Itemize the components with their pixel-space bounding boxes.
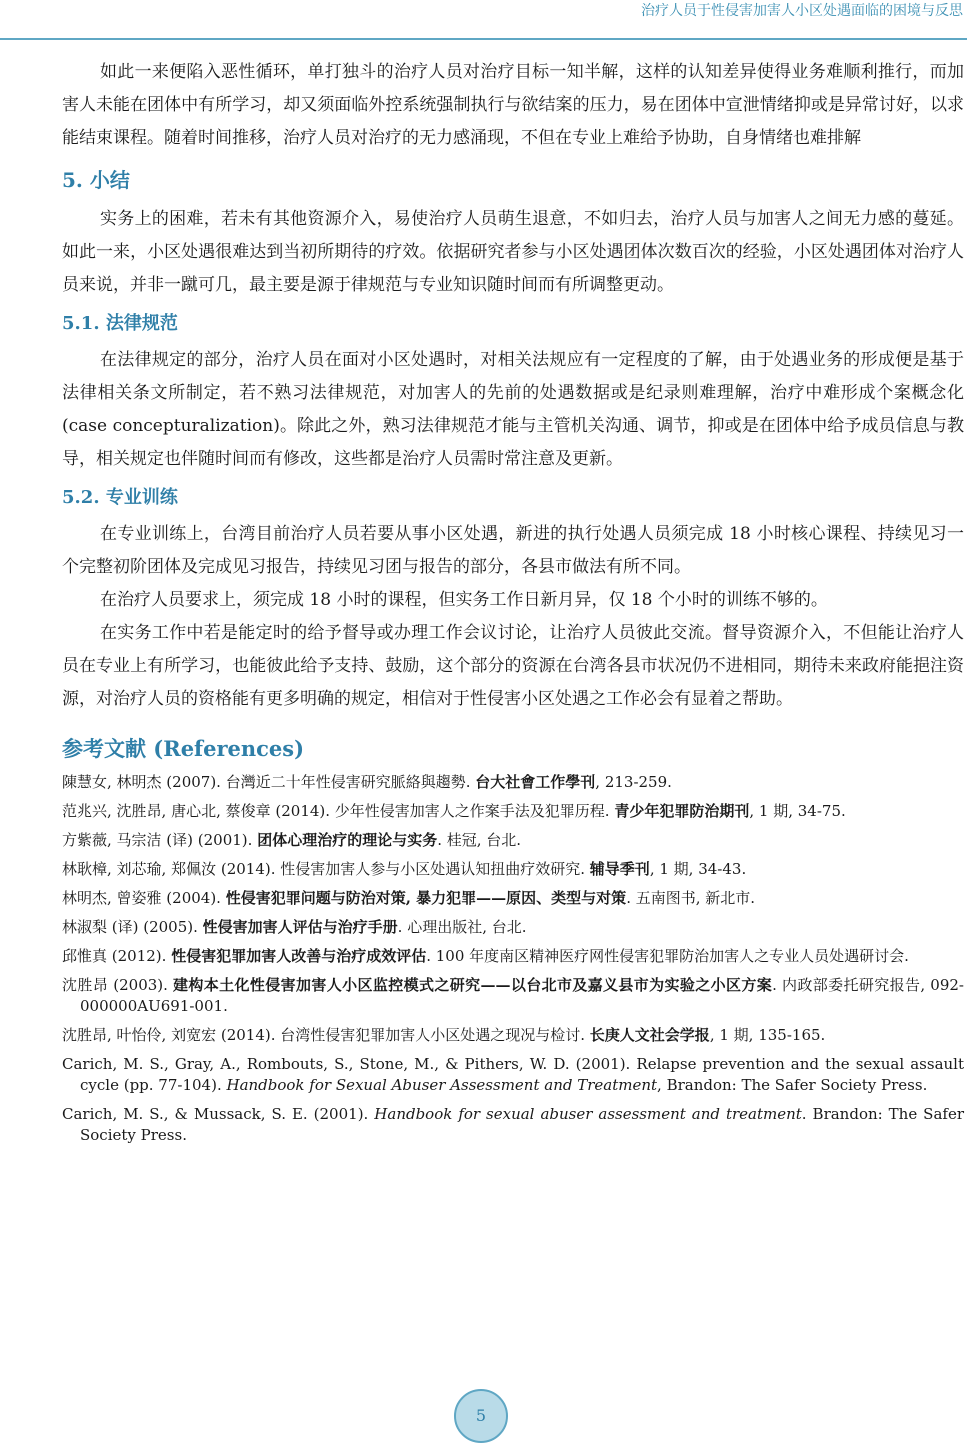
reference-source-title: Handbook for Sexual Abuser Assessment and Treatment bbox=[226, 1076, 658, 1094]
reference-item bbox=[62, 772, 964, 793]
reference-text: 陳慧女, 林明杰 (2007). 台灣近二十年性侵害研究脈絡與趨勢. bbox=[62, 773, 476, 791]
section-5-2-paragraph-1: 在专业训练上，台湾目前治疗人员若要从事小区处遇，新进的执行处遇人员须完成 18 小时核心课程、持续见习一个完整初阶团体及完成见习报告，持续见习团与报告的部分，各县市做法有所不同。 bbox=[62, 524, 964, 577]
reference-source-title: 性侵害犯罪问题与防治对策, 暴力犯罪——原因、类型与对策 bbox=[225, 889, 627, 907]
reference-details: , 213-259. bbox=[595, 773, 672, 791]
reference-text: Carich, M. S., & Mussack, S. E. (2001). bbox=[62, 1105, 375, 1123]
reference-details: . 桂冠, 台北. bbox=[437, 831, 522, 849]
reference-item bbox=[62, 830, 964, 851]
reference-text: 沈胜昂 (2003). bbox=[62, 976, 174, 994]
reference-details: , Brandon: The Safer Society Press. bbox=[657, 1076, 928, 1094]
page-content bbox=[62, 56, 964, 1154]
reference-text: 邱惟真 (2012). bbox=[62, 947, 172, 965]
reference-details: . 内政部委托研究报告, 092-000000AU691-001. bbox=[80, 976, 964, 1015]
reference-details: . Brandon: The Safer Society Press. bbox=[80, 1105, 965, 1144]
reference-details: . 心理出版社, 台北. bbox=[397, 918, 527, 936]
reference-text: 方紫薇, 马宗洁 (译) (2001). bbox=[62, 831, 258, 849]
reference-text: 沈胜昂, 叶怡伶, 刘宽宏 (2014). 台湾性侵害犯罪加害人小区处遇之现况与检讨. bbox=[62, 1026, 590, 1044]
section-5-2-heading: 5.2. 专业训练 bbox=[62, 487, 178, 508]
reference-source-title: Handbook for sexual abuser assessment and treatment bbox=[374, 1105, 802, 1123]
header-rule bbox=[0, 38, 967, 40]
section-5-heading: 5. 小结 bbox=[62, 168, 130, 192]
section-5-2-paragraph-3: 在实务工作中若是能定时的给予督导或办理工作会议讨论，让治疗人员彼此交流。督导资源介入，不但能让治疗人员在专业上有所学习，也能彼此给予支持、鼓励，这个部分的资源在台湾各县市状况仍不进相同，期待未来政府能挹注资源，对治疗人员的资格能有更多明确的规定，相信对于性侵害小区处遇之工作必会有显着之帮助。 bbox=[62, 623, 964, 709]
reference-details: . 100 年度南区精神医疗网性侵害犯罪防治加害人之专业人员处遇研讨会. bbox=[426, 947, 909, 965]
reference-item bbox=[62, 859, 964, 880]
reference-source-title: 性侵害犯罪加害人改善与治疗成效评估 bbox=[171, 947, 427, 965]
section-5-paragraph: 实务上的困难，若未有其他资源介入，易使治疗人员萌生退意，不如归去，治疗人员与加害人之间无力感的蔓延。如此一来，小区处遇很难达到当初所期待的疗效。依据研究者参与小区处遇团体次数百次的经验，小区处遇团体对治疗人员来说，并非一蹴可几，最主要是源于律规范与专业知识随时间而有所调整更动。 bbox=[62, 209, 964, 295]
reference-source-title: 辅导季刊 bbox=[589, 860, 650, 878]
reference-source-title: 台大社會工作學刊 bbox=[475, 773, 596, 791]
reference-item bbox=[62, 801, 964, 822]
reference-list bbox=[62, 772, 964, 1146]
reference-text: 范兆兴, 沈胜昂, 唐心北, 蔡俊章 (2014). 少年性侵害加害人之作案手法及犯罪历程. bbox=[62, 802, 615, 820]
reference-item bbox=[62, 1025, 964, 1046]
reference-text: 林淑梨 (译) (2005). bbox=[62, 918, 203, 936]
reference-item bbox=[62, 917, 964, 938]
reference-source-title: 青少年犯罪防治期刊 bbox=[614, 802, 750, 820]
reference-text: 林耿樟, 刘芯瑜, 郑佩汝 (2014). 性侵害加害人参与小区处遇认知扭曲疗效研究. bbox=[62, 860, 590, 878]
references-heading: 参考文献 (References) bbox=[62, 736, 305, 761]
reference-source-title: 团体心理治疗的理论与实务 bbox=[257, 831, 438, 849]
reference-details: , 1 期, 135-165. bbox=[709, 1026, 826, 1044]
intro-paragraph: 如此一来便陷入恶性循环，单打独斗的治疗人员对治疗目标一知半解，这样的认知差异使得业务难顺利推行，而加害人未能在团体中有所学习，却又须面临外控系统强制执行与欲结案的压力，易在团体中宣泄情绪抑或是异常讨好，以求能结束课程。随着时间推移，治疗人员对治疗的无力感涌现，不但在专业上难给予协助，自身情绪也难排解 bbox=[62, 62, 964, 148]
reference-item bbox=[62, 1054, 964, 1096]
running-header-title: 治疗人员于性侵害加害人小区处遇面临的困境与反思 bbox=[641, 3, 963, 19]
reference-item bbox=[62, 1104, 964, 1146]
reference-details: , 1 期, 34-75. bbox=[749, 802, 846, 820]
reference-source-title: 建构本土化性侵害加害人小区监控模式之研究——以台北市及嘉义县市为实验之小区方案 bbox=[173, 976, 773, 994]
page-number-badge: 5 bbox=[454, 1389, 508, 1443]
section-5-2-paragraph-2: 在治疗人员要求上，须完成 18 小时的课程，但实务工作日新月异，仅 18 个小时的训练不够的。 bbox=[100, 590, 828, 610]
reference-details: . 五南图书, 新北市. bbox=[626, 889, 756, 907]
reference-text: Carich, M. S., Gray, A., Rombouts, S., Stone, M., & Pithers, W. D. (2001). Relapse prevention and the sexual assault cycle (pp. 77-104). bbox=[62, 1055, 964, 1094]
reference-details: , 1 期, 34-43. bbox=[649, 860, 747, 878]
reference-text: 林明杰, 曾姿雅 (2004). bbox=[62, 889, 226, 907]
reference-source-title: 长庚人文社会学报 bbox=[589, 1026, 710, 1044]
reference-item bbox=[62, 975, 964, 1017]
reference-item bbox=[62, 888, 964, 909]
reference-item bbox=[62, 946, 964, 967]
reference-source-title: 性侵害加害人评估与治疗手册 bbox=[202, 918, 398, 936]
section-5-1-paragraph: 在法律规定的部分，治疗人员在面对小区处遇时，对相关法规应有一定程度的了解，由于处遇业务的形成便是基于法律相关条文所制定，若不熟习法律规范，对加害人的先前的处遇数据或是纪录则难理解，治疗中难形成个案概念化(case concepturalization)。除此之外，熟习法律规范才能与主管机关沟通、调节，抑或是在团体中给予成员信息与教导，相关规定也伴随时间而有修改，这些都是治疗人员需时常注意及更新。 bbox=[62, 350, 964, 469]
section-5-1-heading: 5.1. 法律规范 bbox=[62, 313, 178, 334]
